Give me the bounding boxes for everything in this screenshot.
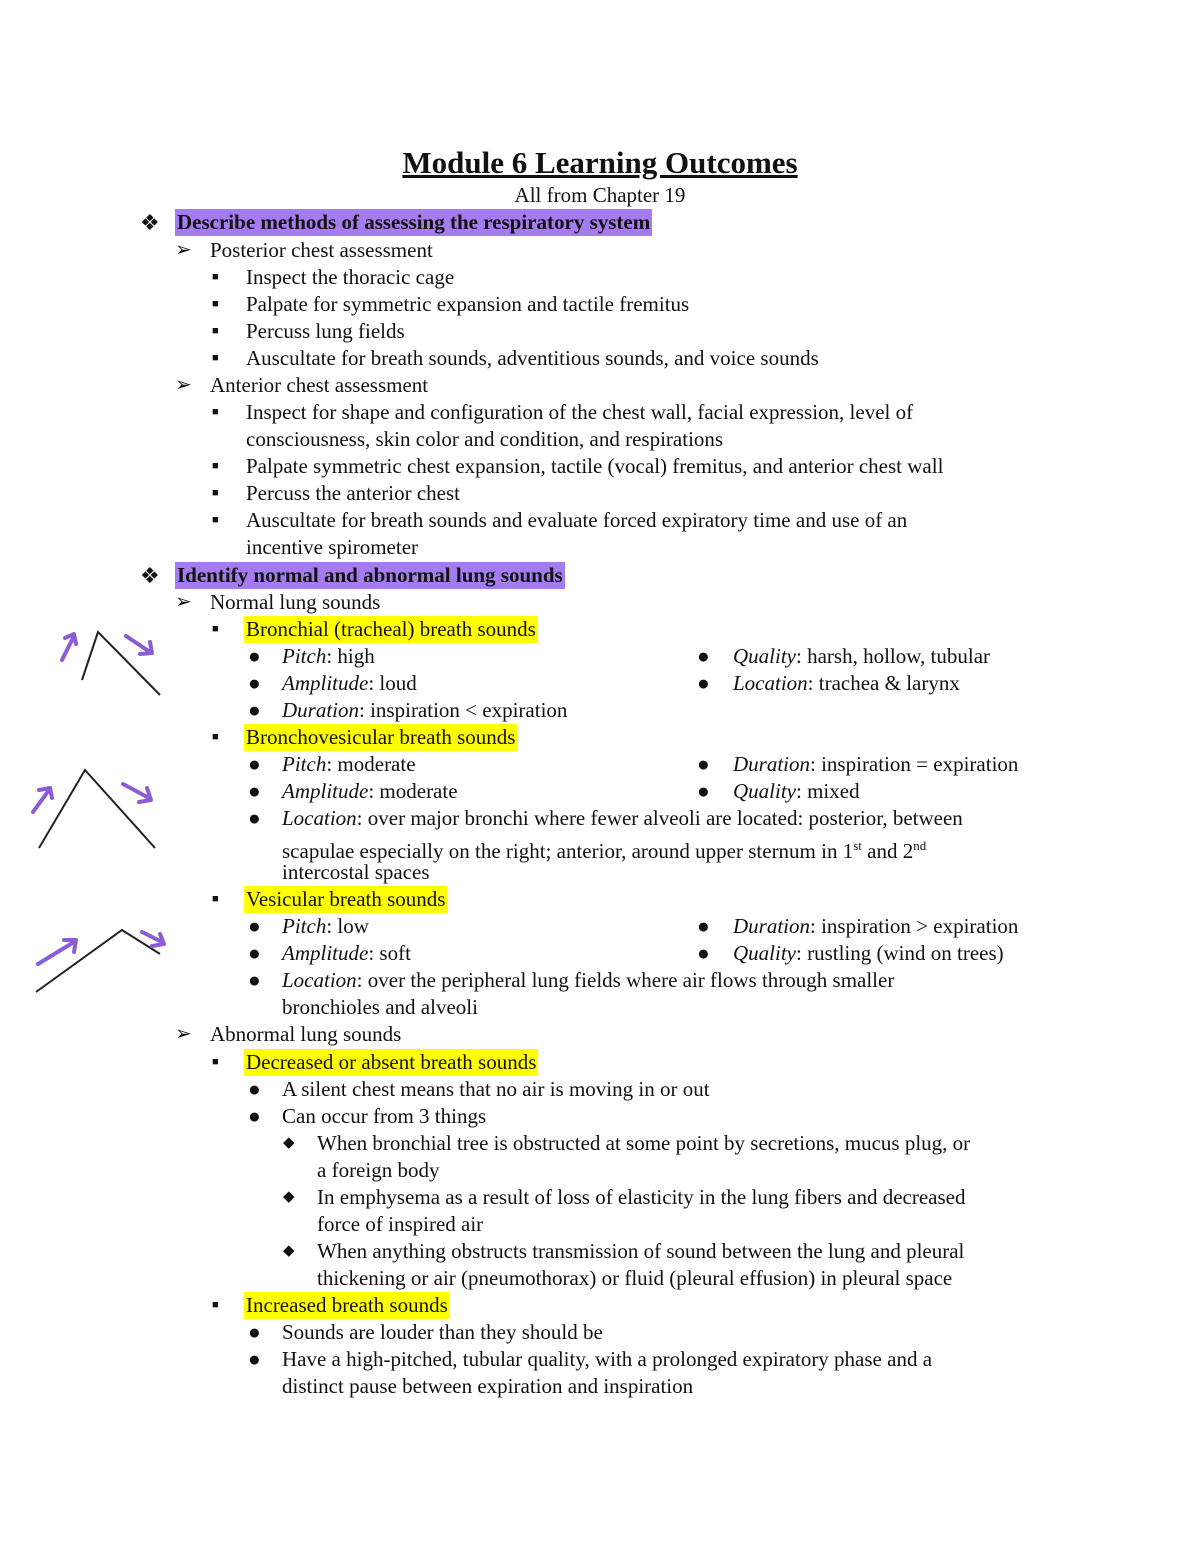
dot-bullet-icon: ● [697, 779, 710, 803]
dot-bullet-icon: ● [248, 671, 261, 695]
dot-bullet-icon: ● [248, 1347, 261, 1371]
dot-bullet-icon: ● [248, 1077, 261, 1101]
arrow-bullet-icon: ➢ [175, 591, 192, 613]
square-bullet-icon: ■ [212, 487, 219, 499]
dot-bullet-icon: ● [248, 914, 261, 938]
dot-bullet-icon: ● [697, 752, 710, 776]
vesicular-sketch-icon [30, 920, 170, 1000]
square-bullet-icon: ■ [212, 893, 219, 905]
square-bullet-icon: ■ [212, 460, 219, 472]
bronchial-sketch-icon [40, 620, 170, 705]
square-bullet-icon: ■ [212, 406, 219, 418]
square-bullet-icon: ■ [212, 731, 219, 743]
arrow-bullet-icon: ➢ [175, 1023, 192, 1045]
square-bullet-icon: ■ [212, 271, 219, 283]
dot-bullet-icon: ● [248, 644, 261, 668]
dot-bullet-icon: ● [248, 1320, 261, 1344]
arrow-bullet-icon: ➢ [175, 239, 192, 261]
diamond-small-bullet-icon: ◆ [283, 1243, 295, 1259]
diamond-small-bullet-icon: ◆ [283, 1135, 295, 1151]
dot-bullet-icon: ● [248, 806, 261, 830]
diamond-bullet-icon: ❖ [140, 210, 160, 235]
arrow-bullet-icon: ➢ [175, 374, 192, 396]
page-title: Module 6 Learning Outcomes [402, 145, 798, 180]
dot-bullet-icon: ● [248, 698, 261, 722]
square-bullet-icon: ■ [212, 514, 219, 526]
dot-bullet-icon: ● [248, 1104, 261, 1128]
bronchovesicular-sketch-icon [25, 760, 165, 855]
document-page: Module 6 Learning Outcomes All from Chapter 19 ❖ Describe methods of assessing the respiratory system ➢ Posterior chest assessment ■ Inspect the thoracic cage ■ Palpate for symmetric expansion and tactile fremitus ■ Percuss lung fields ■ Auscultate for breath sounds, adventitious sounds, and voice sounds ➢ Anterior chest assessment ■ Inspect for shape and configuration of the chest wall, facial expression, level of consciousness, skin color and condition, and respirations ■ Palpate symmetric chest expansion, tactile (vocal) fremitus, and anterior chest wall ■ Percuss the anterior chest ■ Auscultate for breath sounds and evaluate forced expiratory time and use of an incentive spirometer ❖ Identify normal and abnormal lung sounds ➢ Normal lung sounds ■ Bronchial (tracheal) breath sounds ● Pitch: high ● Quality: harsh, hollow, tubular ● Amplitude: loud ● Location: trachea & larynx ● Duration: inspiration < expiration ■ Bronchovesicular breath sounds ● Pitch: moderate ● Duration: inspiration = expiration ● Amplitude: moderate ● Quality: mixed ● Location: over major bronchi where fewer alveoli are located: posterior, between scapulae especially on the right; anterior, around upper sternum in 1st and 2nd intercostal spaces ■ Vesicular breath sounds ● Pitch: low ● Duration: inspiration > expiration ● Amplitude: soft ● Quality: rustling (wind on trees) ● Location: over the peripheral lung fields where air flows through smaller bronchioles and alveoli ➢ Abnormal lung sounds ■ Decreased or absent breath sounds ● A silent chest means that no air is moving in or out ● Can occur from 3 things ◆ When bronchial tree is obstructed at some point by secretions, mucus plug, or a foreign body ◆ In emphysema as a result of loss of elasticity in the lung fibers and decreased force of inspired air ◆ When anything obstructs transmission of sound between the lung and pleural thickening or air (pneumothorax) or fluid (pleural effusion) in pleural space ■ Increased breath sounds ● Sounds are louder than they should be ● Have a high-pitched, tubular quality, with a prolonged expiratory phase and a distinct pause between expiration and inspiration [0, 0, 1200, 1553]
diamond-small-bullet-icon: ◆ [283, 1189, 295, 1205]
dot-bullet-icon: ● [697, 914, 710, 938]
dot-bullet-icon: ● [248, 752, 261, 776]
dot-bullet-icon: ● [697, 644, 710, 668]
diamond-bullet-icon: ❖ [140, 563, 160, 588]
square-bullet-icon: ■ [212, 352, 219, 364]
square-bullet-icon: ■ [212, 1299, 219, 1311]
page-subtitle: All from Chapter 19 [514, 183, 686, 207]
dot-bullet-icon: ● [697, 671, 710, 695]
dot-bullet-icon: ● [248, 968, 261, 992]
square-bullet-icon: ■ [212, 623, 219, 635]
dot-bullet-icon: ● [248, 779, 261, 803]
square-bullet-icon: ■ [212, 298, 219, 310]
dot-bullet-icon: ● [697, 941, 710, 965]
square-bullet-icon: ■ [212, 325, 219, 337]
square-bullet-icon: ■ [212, 1056, 219, 1068]
dot-bullet-icon: ● [248, 941, 261, 965]
